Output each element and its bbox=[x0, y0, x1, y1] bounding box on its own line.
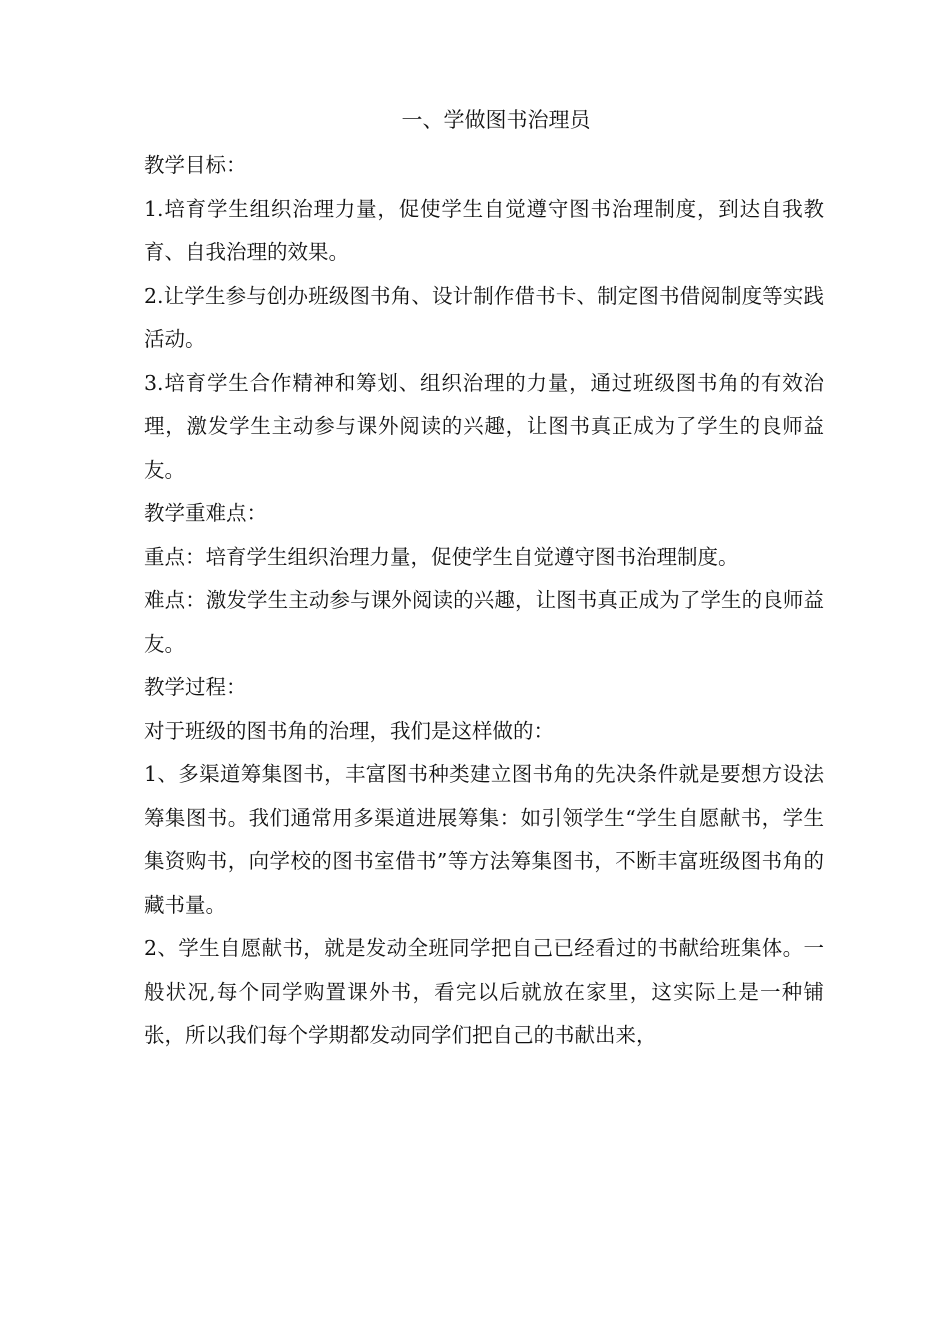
goal-item-2: 2.让学生参与创办班级图书角、设计制作借书卡、制定图书借阅制度等实践活动。 bbox=[144, 283, 824, 351]
process-step-2: 2、学生自愿献书，就是发动全班同学把自己已经看过的书献给班集体。一般状况,每个同学购置课外书，看完以后就放在家里，这实际上是一种铺张，所以我们每个学期都发动同学们把自己的书献出来， bbox=[144, 936, 824, 1047]
goal-item-1: 1.培育学生组织治理力量，促使学生自觉遵守图书治理制度，到达自我教育、自我治理的效果。 bbox=[144, 196, 824, 264]
document-body bbox=[144, 100, 824, 1058]
goal-item-3: 3.培育学生合作精神和筹划、组织治理的力量，通过班级图书角的有效治理，激发学生主动参与课外阅读的兴趣，让图书真正成为了学生的良师益友。 bbox=[144, 370, 824, 482]
difficult-point: 难点：激发学生主动参与课外阅读的兴趣，让图书真正成为了学生的良师益友。 bbox=[144, 588, 824, 656]
process-step-1: 1、多渠道筹集图书，丰富图书种类建立图书角的先决条件就是要想方设法筹集图书。我们通常用多渠道进展筹集：如引领学生“学生自愿献书，学生集资购书，向学校的图书室借书”等方法筹集图书，不断丰富班级图书角的藏书量。 bbox=[144, 762, 824, 917]
process-intro: 对于班级的图书角的治理，我们是这样做的： bbox=[144, 718, 554, 743]
key-point: 重点：培育学生组织治理力量，促使学生自觉遵守图书治理制度。 bbox=[144, 544, 739, 569]
heading-teaching-goals: 教学目标： bbox=[144, 153, 247, 177]
heading-teaching-process: 教学过程： bbox=[144, 675, 247, 699]
heading-key-difficulties: 教学重难点： bbox=[144, 501, 267, 525]
document-title: 一、学做图书治理员 bbox=[401, 108, 591, 132]
